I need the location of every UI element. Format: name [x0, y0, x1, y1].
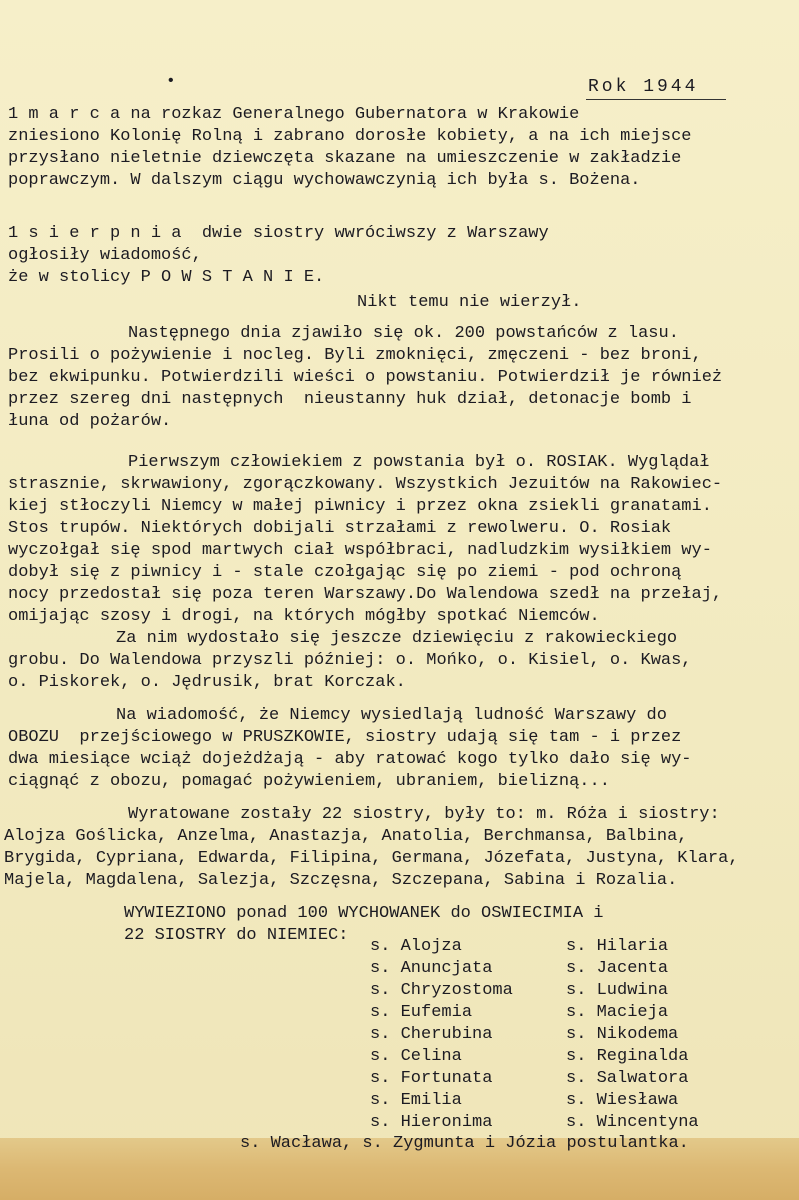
sister-list-item: s. Emilia [370, 1091, 462, 1110]
text-line: dobył się z piwnicy i - stale czołgając się po ziemi - pod ochroną [8, 563, 682, 582]
sister-list-item: s. Wincentyna [566, 1113, 699, 1132]
text-line: Następnego dnia zjawiło się ok. 200 powstańców z lasu. [128, 324, 679, 343]
sister-list-item: s. Reginalda [566, 1047, 689, 1066]
text-line: przysłano nieletnie dziewczęta skazane na umieszczenie w zakładzie [8, 149, 682, 168]
text-line: Majela, Magdalena, Salezja, Szczęsna, Szczepana, Sabina i Rozalia. [4, 871, 678, 890]
text-line: poprawczym. W dalszym ciągu wychowawczynią ich była s. Bożena. [8, 171, 641, 190]
text-line: 22 SIOSTRY do NIEMIEC: [124, 926, 349, 945]
text-line: Wyratowane zostały 22 siostry, były to: m. Róża i siostry: [128, 805, 720, 824]
sister-list-item: s. Eufemia [370, 1003, 473, 1022]
text-line: Alojza Goślicka, Anzelma, Anastazja, Anatolia, Berchmansa, Balbina, [4, 827, 688, 846]
sister-list-item: s. Jacenta [566, 959, 669, 978]
sister-list-item: s. Ludwina [566, 981, 669, 1000]
text-line: zniesiono Kolonię Rolną i zabrano dorosłe kobiety, a na ich miejsce [8, 127, 692, 146]
sister-list-item: s. Macieja [566, 1003, 669, 1022]
sister-list-last-line: s. Wacława, s. Zygmunta i Józia postulantka. [240, 1134, 689, 1153]
text-line: Stos trupów. Niektórych dobijali strzałami z rewolweru. O. Rosiak [8, 519, 672, 538]
sister-list-item: s. Salwatora [566, 1069, 689, 1088]
text-line: wyczołgał się spod martwych ciał współbraci, nadludzkim wysiłkiem wy- [8, 541, 712, 560]
text-line: strasznie, skrwawiony, zgorączkowany. Wszystkich Jezuitów na Rakowiec- [8, 475, 723, 494]
text-line: Za nim wydostało się jeszcze dziewięciu z rakowieckiego [116, 629, 678, 648]
text-line: OBOZU przejściowego w PRUSZKOWIE, siostry udają się tam - i przez [8, 728, 682, 747]
text-line: łuna od pożarów. [8, 412, 172, 431]
text-line: WYWIEZIONO ponad 100 WYCHOWANEK do OSWIECIMIA i [124, 904, 604, 923]
sister-list-item: s. Alojza [370, 937, 462, 956]
text-line: nocy przedostał się poza teren Warszawy.Do Walendowa szedł na przełaj, [8, 585, 723, 604]
text-line: Pierwszym człowiekiem z powstania był o. ROSIAK. Wyglądał [128, 453, 710, 472]
sister-list-item: s. Fortunata [370, 1069, 493, 1088]
sister-list-item: s. Anuncjata [370, 959, 493, 978]
sister-list-item: s. Celina [370, 1047, 462, 1066]
text-line: 1 m a r c a na rozkaz Generalnego Gubernatora w Krakowie [8, 105, 580, 124]
text-line: omijając szosy i drogi, na których mógłby spotkać Niemców. [8, 607, 600, 626]
text-line: bez ekwipunku. Potwierdzili wieści o powstaniu. Potwierdził je również [8, 368, 723, 387]
ink-dot: • [166, 72, 176, 90]
text-line: Nikt temu nie wierzył. [357, 293, 582, 312]
text-line: Prosili o pożywienie i nocleg. Byli zmoknięci, zmęczeni - bez broni, [8, 346, 702, 365]
text-line: grobu. Do Walendowa przyszli później: o. Mońko, o. Kisiel, o. Kwas, [8, 651, 692, 670]
sister-list-item: s. Cherubina [370, 1025, 493, 1044]
sister-list-item: s. Nikodema [566, 1025, 679, 1044]
text-line: przez szereg dni następnych nieustanny huk dział, detonacje bomb i [8, 390, 692, 409]
text-line: o. Piskorek, o. Jędrusik, brat Korczak. [8, 673, 406, 692]
text-line: 1 s i e r p n i a dwie siostry wwróciwszy z Warszawy [8, 224, 549, 243]
year-underline [586, 99, 726, 100]
text-line: Na wiadomość, że Niemcy wysiedlają ludność Warszawy do [116, 706, 667, 725]
text-line: ciągnąć z obozu, pomagać pożywieniem, ubraniem, bielizną... [8, 772, 610, 791]
text-line: ogłosiły wiadomość, [8, 246, 202, 265]
sister-list-item: s. Chryzostoma [370, 981, 513, 1000]
text-line: dwa miesiące wciąż dojeżdżają - aby ratować kogo tylko dało się wy- [8, 750, 692, 769]
sister-list-item: s. Hieronima [370, 1113, 493, 1132]
sister-list-item: s. Wiesława [566, 1091, 679, 1110]
text-line: kiej stłoczyli Niemcy w małej piwnicy i przez okna zsiekli granatami. [8, 497, 712, 516]
sister-list-item: s. Hilaria [566, 937, 669, 956]
text-line: że w stolicy P O W S T A N I E. [8, 268, 325, 287]
year-heading: Rok 1944 [588, 77, 699, 97]
text-line: Brygida, Cypriana, Edwarda, Filipina, Germana, Józefata, Justyna, Klara, [4, 849, 739, 868]
